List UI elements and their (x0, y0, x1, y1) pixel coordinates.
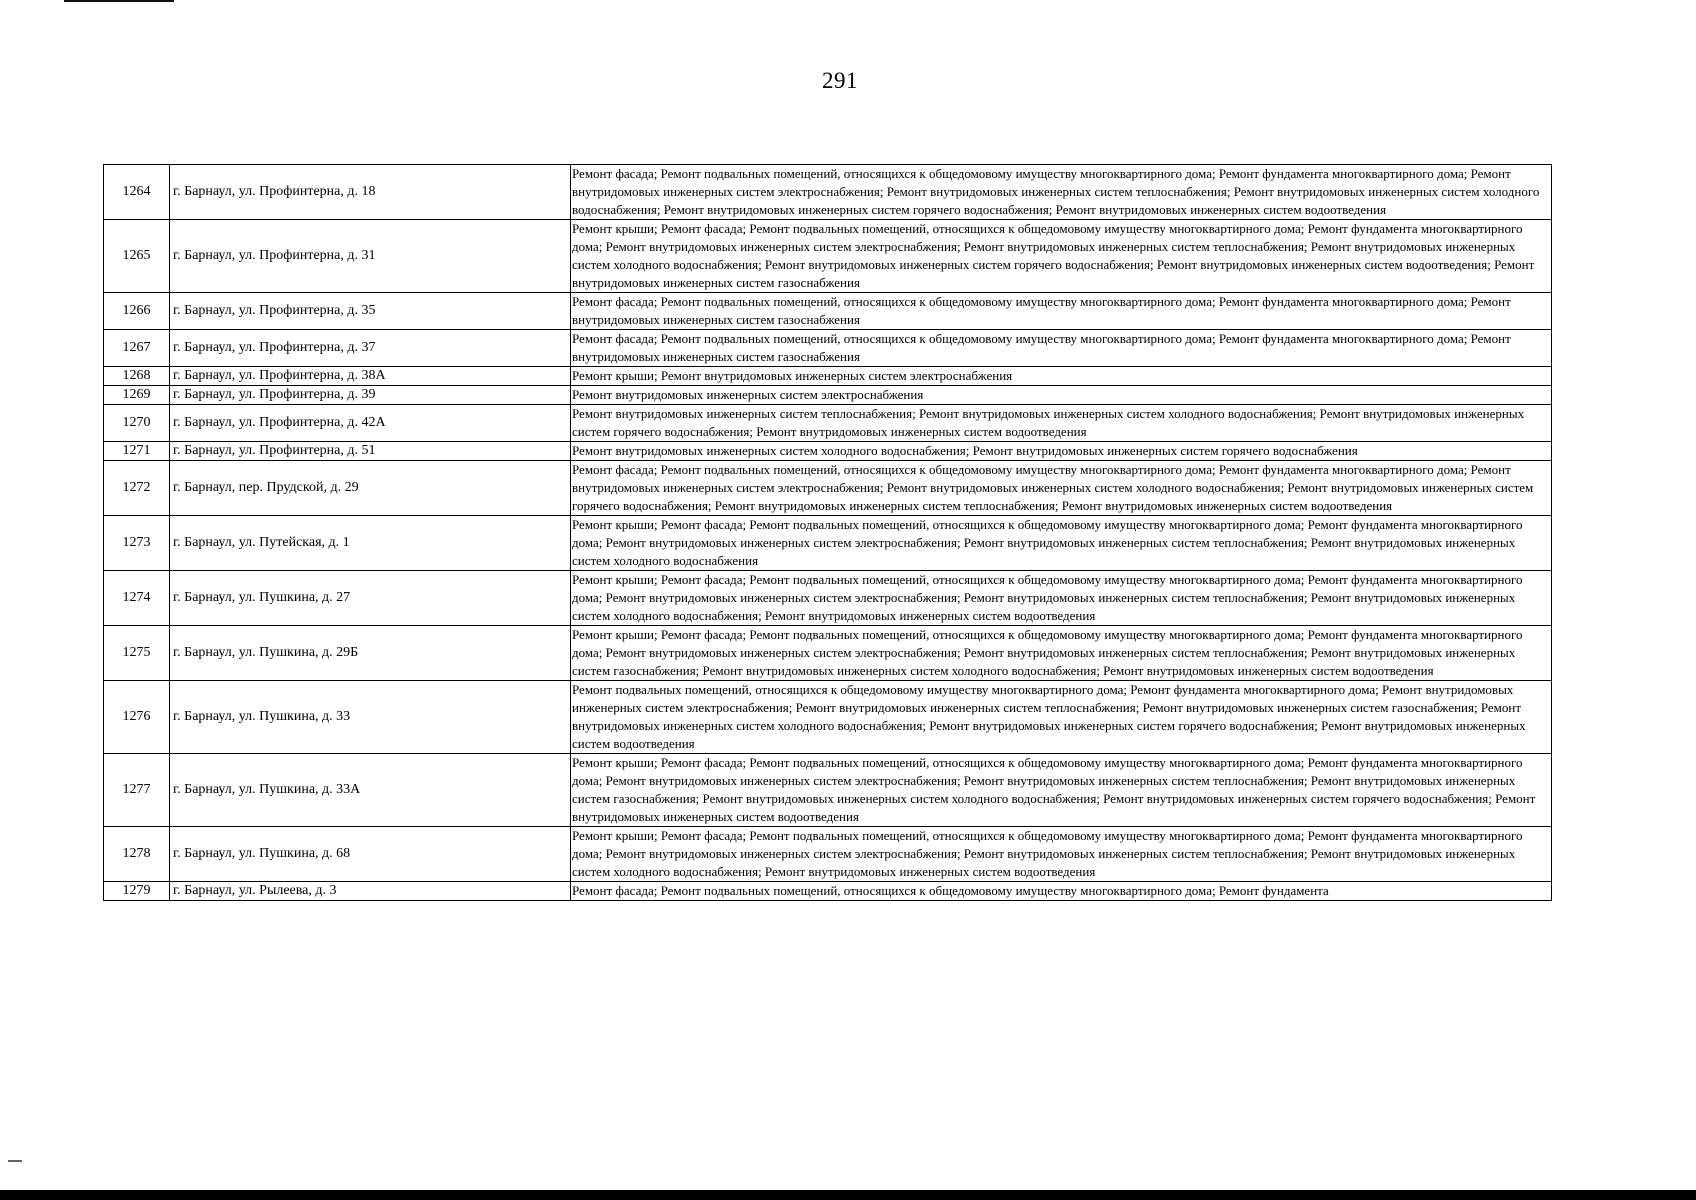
page-number: 291 (822, 68, 858, 93)
table-row (104, 367, 1552, 386)
row-number: 1274 (104, 571, 170, 626)
row-works: Ремонт крыши; Ремонт фасада; Ремонт подвальных помещений, относящихся к общедомовому имуществу многоквартирного дома; Ремонт фундамента многоквартирного дома; Ремонт внутридомовых инженерных систем электроснабжения; Ремонт внутридомовых инженерных систем теплоснабжения; Ремонт внутридомовых инженерных систем газоснабжения; Ремонт внутридомовых инженерных систем холодного водоснабжения; Ремонт внутридомовых инженерных систем водоотведения (571, 626, 1552, 681)
row-works: Ремонт фасада; Ремонт подвальных помещений, относящихся к общедомовому имуществу многоквартирного дома; Ремонт фундамента многоквартирного дома; Ремонт внутридомовых инженерных систем газоснабжения (571, 293, 1552, 330)
table-row (104, 626, 1552, 681)
row-number: 1278 (104, 827, 170, 882)
table-row (104, 516, 1552, 571)
row-address: г. Барнаул, ул. Профинтерна, д. 51 (170, 442, 571, 461)
table-row (104, 330, 1552, 367)
row-works: Ремонт фасада; Ремонт подвальных помещений, относящихся к общедомовому имуществу многоквартирного дома; Ремонт фундамента многоквартирного дома; Ремонт внутридомовых инженерных систем газоснабжения (571, 330, 1552, 367)
row-number: 1275 (104, 626, 170, 681)
row-number: 1271 (104, 442, 170, 461)
row-number: 1273 (104, 516, 170, 571)
table-row (104, 882, 1552, 901)
row-address: г. Барнаул, ул. Пушкина, д. 29Б (170, 626, 571, 681)
row-works: Ремонт фасада; Ремонт подвальных помещений, относящихся к общедомовому имуществу многоквартирного дома; Ремонт фундамента многоквартирного дома; Ремонт внутридомовых инженерных систем электроснабжения; Ремонт внутридомовых инженерных систем теплоснабжения; Ремонт внутридомовых инженерных систем холодного водоснабжения; Ремонт внутридомовых инженерных систем горячего водоснабжения; Ремонт внутридомовых инженерных систем водоотведения (571, 165, 1552, 220)
row-number: 1264 (104, 165, 170, 220)
table-row (104, 461, 1552, 516)
row-address: г. Барнаул, ул. Пушкина, д. 68 (170, 827, 571, 882)
scan-edge-bar (0, 1190, 1696, 1200)
row-works: Ремонт крыши; Ремонт фасада; Ремонт подвальных помещений, относящихся к общедомовому имуществу многоквартирного дома; Ремонт фундамента многоквартирного дома; Ремонт внутридомовых инженерных систем электроснабжения; Ремонт внутридомовых инженерных систем теплоснабжения; Ремонт внутридомовых инженерных систем холодного водоснабжения; Ремонт внутридомовых инженерных систем водоотведения (571, 827, 1552, 882)
row-address: г. Барнаул, ул. Профинтерна, д. 38А (170, 367, 571, 386)
row-works: Ремонт внутридомовых инженерных систем холодного водоснабжения; Ремонт внутридомовых инженерных систем горячего водоснабжения (571, 442, 1552, 461)
row-works: Ремонт внутридомовых инженерных систем электроснабжения (571, 386, 1552, 405)
row-number: 1272 (104, 461, 170, 516)
row-works: Ремонт фасада; Ремонт подвальных помещений, относящихся к общедомовому имуществу многоквартирного дома; Ремонт фундамента многоквартирного дома; Ремонт внутридомовых инженерных систем электроснабжения; Ремонт внутридомовых инженерных систем холодного водоснабжения; Ремонт внутридомовых инженерных систем горячего водоснабжения; Ремонт внутридомовых инженерных систем теплоснабжения; Ремонт внутридомовых инженерных систем водоотведения (571, 461, 1552, 516)
row-address: г. Барнаул, ул. Рылеева, д. 3 (170, 882, 571, 901)
row-address: г. Барнаул, ул. Путейская, д. 1 (170, 516, 571, 571)
repair-table (103, 164, 1552, 901)
table-row (104, 681, 1552, 754)
row-number: 1267 (104, 330, 170, 367)
row-number: 1266 (104, 293, 170, 330)
row-works: Ремонт внутридомовых инженерных систем теплоснабжения; Ремонт внутридомовых инженерных систем холодного водоснабжения; Ремонт внутридомовых инженерных систем горячего водоснабжения; Ремонт внутридомовых инженерных систем водоотведения (571, 405, 1552, 442)
row-works: Ремонт крыши; Ремонт фасада; Ремонт подвальных помещений, относящихся к общедомовому имуществу многоквартирного дома; Ремонт фундамента многоквартирного дома; Ремонт внутридомовых инженерных систем электроснабжения; Ремонт внутридомовых инженерных систем теплоснабжения; Ремонт внутридомовых инженерных систем холодного водоснабжения; Ремонт внутридомовых инженерных систем водоотведения (571, 571, 1552, 626)
table-row (104, 571, 1552, 626)
row-works: Ремонт подвальных помещений, относящихся к общедомовому имуществу многоквартирного дома; Ремонт фундамента многоквартирного дома; Ремонт внутридомовых инженерных систем электроснабжения; Ремонт внутридомовых инженерных систем теплоснабжения; Ремонт внутридомовых инженерных систем газоснабжения; Ремонт внутридомовых инженерных систем холодного водоснабжения; Ремонт внутридомовых инженерных систем горячего водоснабжения; Ремонт внутридомовых инженерных систем водоотведения (571, 681, 1552, 754)
row-number: 1268 (104, 367, 170, 386)
row-address: г. Барнаул, ул. Пушкина, д. 33 (170, 681, 571, 754)
table-row (104, 165, 1552, 220)
row-address: г. Барнаул, ул. Пушкина, д. 27 (170, 571, 571, 626)
row-works: Ремонт крыши; Ремонт фасада; Ремонт подвальных помещений, относящихся к общедомовому имуществу многоквартирного дома; Ремонт фундамента многоквартирного дома; Ремонт внутридомовых инженерных систем электроснабжения; Ремонт внутридомовых инженерных систем теплоснабжения; Ремонт внутридомовых инженерных систем холодного водоснабжения (571, 516, 1552, 571)
row-address: г. Барнаул, пер. Прудской, д. 29 (170, 461, 571, 516)
row-number: 1270 (104, 405, 170, 442)
row-address: г. Барнаул, ул. Профинтерна, д. 37 (170, 330, 571, 367)
row-address: г. Барнаул, ул. Профинтерна, д. 35 (170, 293, 571, 330)
table-row (104, 386, 1552, 405)
row-address: г. Барнаул, ул. Профинтерна, д. 31 (170, 220, 571, 293)
table-row (104, 754, 1552, 827)
table-row (104, 827, 1552, 882)
row-works: Ремонт крыши; Ремонт фасада; Ремонт подвальных помещений, относящихся к общедомовому имуществу многоквартирного дома; Ремонт фундамента многоквартирного дома; Ремонт внутридомовых инженерных систем электроснабжения; Ремонт внутридомовых инженерных систем теплоснабжения; Ремонт внутридомовых инженерных систем холодного водоснабжения; Ремонт внутридомовых инженерных систем горячего водоснабжения; Ремонт внутридомовых инженерных систем водоотведения; Ремонт внутридомовых инженерных систем газоснабжения (571, 220, 1552, 293)
table-row (104, 405, 1552, 442)
row-address: г. Барнаул, ул. Профинтерна, д. 18 (170, 165, 571, 220)
row-address: г. Барнаул, ул. Пушкина, д. 33А (170, 754, 571, 827)
table-row (104, 220, 1552, 293)
row-works: Ремонт крыши; Ремонт фасада; Ремонт подвальных помещений, относящихся к общедомовому имуществу многоквартирного дома; Ремонт фундамента многоквартирного дома; Ремонт внутридомовых инженерных систем электроснабжения; Ремонт внутридомовых инженерных систем теплоснабжения; Ремонт внутридомовых инженерных систем газоснабжения; Ремонт внутридомовых инженерных систем холодного водоснабжения; Ремонт внутридомовых инженерных систем горячего водоснабжения; Ремонт внутридомовых инженерных систем водоотведения (571, 754, 1552, 827)
row-address: г. Барнаул, ул. Профинтерна, д. 42А (170, 405, 571, 442)
scan-mark (8, 1160, 22, 1162)
row-address: г. Барнаул, ул. Профинтерна, д. 39 (170, 386, 571, 405)
table-row (104, 442, 1552, 461)
row-number: 1265 (104, 220, 170, 293)
row-works: Ремонт крыши; Ремонт внутридомовых инженерных систем электроснабжения (571, 367, 1552, 386)
table-row (104, 293, 1552, 330)
repair-table-body (104, 165, 1552, 901)
row-number: 1276 (104, 681, 170, 754)
row-number: 1277 (104, 754, 170, 827)
top-rule (64, 0, 174, 2)
row-number: 1269 (104, 386, 170, 405)
row-number: 1279 (104, 882, 170, 901)
row-works: Ремонт фасада; Ремонт подвальных помещений, относящихся к общедомовому имуществу многоквартирного дома; Ремонт фундамента (571, 882, 1552, 901)
